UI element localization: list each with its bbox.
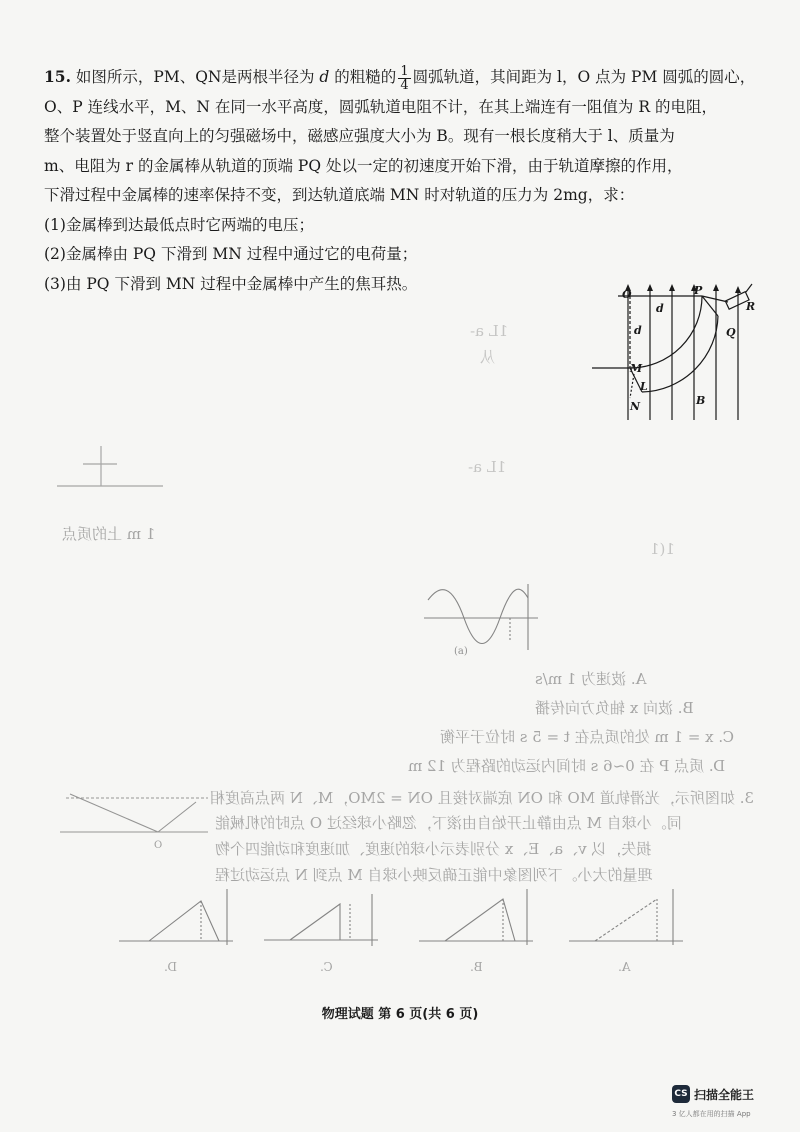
label-n: N <box>630 400 641 413</box>
radius-variable: d <box>319 68 330 86</box>
bleed-choice-b: B. <box>470 960 483 974</box>
fraction-denominator: 4 <box>400 77 409 93</box>
bleed-choice-d: D. <box>164 960 178 974</box>
bleed-option-c: C. x = 1 m 处的质点在 t = 5 s 时位于平衡 <box>440 728 735 746</box>
svg-text:O: O <box>154 840 163 851</box>
bleed-option-a: A. 波速为 1 m/s <box>535 670 647 688</box>
label-b: B <box>696 394 706 407</box>
label-q: Q <box>726 326 736 339</box>
bleed-graph-c <box>260 890 385 950</box>
bleed-option-d: D. 质点 P 在 0~6 s 时间内运动的路程为 12 m <box>408 757 726 775</box>
wire <box>746 284 752 292</box>
sub-question-3: (3)由 PQ 下滑到 MN 过程中金属棒中产生的焦耳热。 <box>44 274 418 293</box>
problem-line-3: 整个装置处于竖直向上的匀强磁场中，磁感应强度大小为 B。现有一根长度稍大于 l、质量为 <box>44 127 675 145</box>
bleed-q3-line1: 3. 如图所示，光滑轨道 MO 和 ON 底端对接且 ON = 2MO，M、N 两点高度相 <box>210 789 754 807</box>
bleed-misc-3: 1L a- <box>468 458 507 476</box>
bleed-q3-line4: 理量的大小。下列图象中能正确反映小球自 M 点到 N 点运动过程 <box>215 866 653 884</box>
field-arrowheads <box>625 284 741 293</box>
cs-logo-icon: CS <box>672 1085 690 1103</box>
quarter-fraction <box>398 65 410 92</box>
bleed-box-sketch <box>55 440 165 490</box>
bleed-graph-b <box>415 885 540 950</box>
bleed-q3-line3: 损失，以 v、a、E、x 分别表示小球的速度、加速度和动能四个物 <box>215 840 652 858</box>
sub-question-1: (1)金属棒到达最低点时它两端的电压； <box>44 215 314 234</box>
bleed-option-b: B. 波向 x 轴负方向传播 <box>535 699 694 717</box>
fraction-numerator: 1 <box>400 63 409 79</box>
bleed-misc-4: 1(1 <box>650 540 675 558</box>
problem-15 <box>44 62 779 299</box>
bleed-choice-a: A. <box>618 960 631 974</box>
bleed-q3-line2: 同。小球自 M 点由静止开始自由滚下，忽略小球经过 O 点时的机械能 <box>215 814 682 832</box>
label-l: L <box>640 380 648 393</box>
scanner-tagline: 3 亿人都在用的扫描 App <box>672 1110 751 1118</box>
bleed-incline-sketch <box>58 780 218 855</box>
label-d-side: d <box>634 324 642 337</box>
sub-question-2: (2)金属棒由 PQ 下滑到 MN 过程中通过它的电荷量； <box>44 245 418 263</box>
rod-dashed <box>630 374 634 398</box>
label-m: M <box>630 362 643 375</box>
bleed-graph-a <box>565 885 690 950</box>
bleed-misc-1: 1L a- <box>470 322 509 340</box>
problem-line-4: m、电阻为 r 的金属棒从轨道的顶端 PQ 处以一定的初速度开始下滑，由于轨道摩擦的作用， <box>44 156 683 175</box>
page-footer: 物理试题 第 6 页(共 6 页) <box>321 1007 479 1022</box>
label-o: O <box>622 288 632 301</box>
scanner-app-name: 扫描全能王 <box>694 1088 755 1102</box>
label-d-top: d <box>656 302 664 315</box>
bleed-wave-graph <box>420 580 550 660</box>
arc-rail-diagram <box>590 280 790 430</box>
problem-line-1 <box>44 62 779 93</box>
bleed-misc-5: 1 m 上的质点 <box>62 525 156 543</box>
problem-number: 15. <box>44 67 71 86</box>
arc-qn <box>642 316 718 392</box>
problem-text: 如图所示，PM、QN是两根半径为 <box>75 68 315 86</box>
bleed-graph-d <box>115 885 240 950</box>
label-p: P <box>694 284 703 297</box>
problem-text: 圆弧轨道，其间距为 l，O 点为 PM 圆弧的圆心， <box>412 68 756 86</box>
bleed-choice-c: C. <box>320 960 333 974</box>
problem-line-5: 下滑过程中金属棒的速率保持不变，到达轨道底端 MN 时对轨道的压力为 2mg，求： <box>44 186 635 204</box>
bleed-wave-caption: (a) <box>454 646 468 657</box>
problem-line-2: O、P 连线水平，M、N 在同一水平高度，圆弧轨道电阻不计，在其上端连有一阻值为 R 的电阻， <box>44 97 717 116</box>
bleed-misc-2: 从 <box>480 348 496 366</box>
problem-text: 的粗糙的 <box>334 68 397 86</box>
label-r: R <box>746 300 756 313</box>
